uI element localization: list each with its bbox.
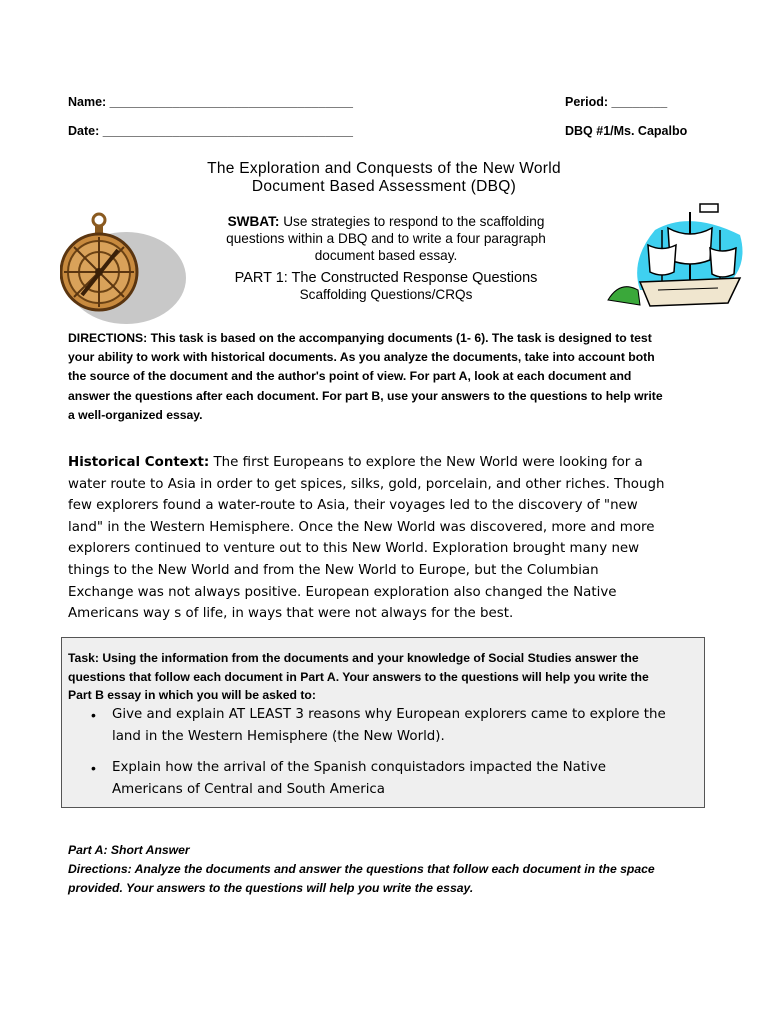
- historical-context-line3: few explorers found a water-route to Asia, their voyages led to the discovery of "new: [68, 498, 638, 514]
- swbat-statement: [195, 213, 577, 264]
- task-bullet-2-line1: Explain how the arrival of the Spanish conquistadors impacted the Native: [112, 760, 607, 775]
- historical-context-line8: Americans way s of life, in ways that were not always for the best.: [68, 606, 514, 622]
- historical-context-line1: The first Europeans to explore the New World were looking for a: [209, 455, 643, 470]
- page-subtitle: Document Based Assessment (DBQ): [251, 178, 517, 195]
- historical-context-label: Historical Context:: [68, 455, 210, 470]
- task-line3: Part B essay in which you will be asked to:: [68, 688, 316, 703]
- part-a-directions-line2: provided. Your answers to the questions will help you write the essay.: [68, 881, 474, 895]
- directions-line2: your ability to work with historical documents. As you analyze the documents, take into account both: [68, 350, 655, 365]
- task-bullet-2: [112, 757, 697, 800]
- historical-context-line4: land" in the Western Hemisphere. Once the New World was discovered, more and more: [68, 519, 655, 535]
- historical-context-paragraph: [68, 452, 708, 625]
- task-bullet-1: [112, 704, 697, 747]
- task-intro: [68, 649, 700, 705]
- swbat-label: SWBAT:: [227, 214, 280, 229]
- part1-subheading: Scaffolding Questions/CRQs: [299, 287, 473, 302]
- bullet-2-symbol: •: [91, 760, 96, 776]
- directions-label: DIRECTIONS:: [68, 331, 148, 345]
- swbat-text-line1: Use strategies to respond to the scaffolding: [279, 214, 545, 229]
- swbat-text-line3: document based essay.: [314, 248, 458, 263]
- part-a-directions-line1: Directions: Analyze the documents and answer the questions that follow each document in the space: [68, 862, 655, 876]
- period-field: Period: ________: [565, 95, 668, 109]
- task-label: Task:: [68, 651, 99, 665]
- part-a-heading: Part A: Short Answer: [68, 843, 190, 857]
- task-bullet-2-line2: Americans of Central and South America: [112, 781, 385, 797]
- bullet-1-symbol: •: [91, 707, 96, 723]
- historical-context-line2: water route to Asia in order to get spices, silks, gold, porcelain, and other riches. Though: [68, 476, 665, 492]
- swbat-text-line2: questions within a DBQ and to write a four paragraph: [226, 231, 546, 246]
- part1-heading: PART 1: The Constructed Response Questions: [234, 270, 538, 286]
- part-a-section: [68, 841, 708, 898]
- historical-context-line6: things to the New World and from the New World to Europe, but the Columbian: [68, 562, 599, 578]
- directions-paragraph: [68, 329, 708, 425]
- task-bullet-1-line1: Give and explain AT LEAST 3 reasons why European explorers came to explore the: [112, 707, 666, 722]
- task-line2: questions that follow each document in Part A. Your answers to the questions will help you write the: [68, 669, 649, 684]
- directions-line5: a well-organized essay.: [68, 407, 203, 422]
- date-field: Date: ____________________________________: [68, 124, 353, 138]
- task-bullet-1-line2: land in the Western Hemisphere (the New World).: [112, 728, 445, 744]
- task-line1: Using the information from the documents and your knowledge of Social Studies answer the: [98, 651, 639, 665]
- directions-line3: the source of the document and the author's point of view. For part A, look at each document and: [68, 369, 632, 384]
- name-field: Name: ___________________________________: [68, 95, 353, 109]
- astrolabe-icon: [60, 210, 190, 325]
- dbq-label: DBQ #1/Ms. Capalbo: [565, 124, 688, 138]
- historical-context-line5: explorers continued to venture out to this New World. Exploration brought many new: [68, 541, 640, 557]
- historical-context-line7: Exchange was not always positive. European exploration also changed the Native: [68, 584, 617, 600]
- directions-line4: answer the questions after each document. For part B, use your answers to the questions to help write: [68, 388, 663, 403]
- directions-line1: This task is based on the accompanying documents (1- 6). The task is designed to test: [147, 331, 652, 345]
- ship-icon: [600, 200, 750, 315]
- page-title: The Exploration and Conquests of the New World: [207, 160, 561, 177]
